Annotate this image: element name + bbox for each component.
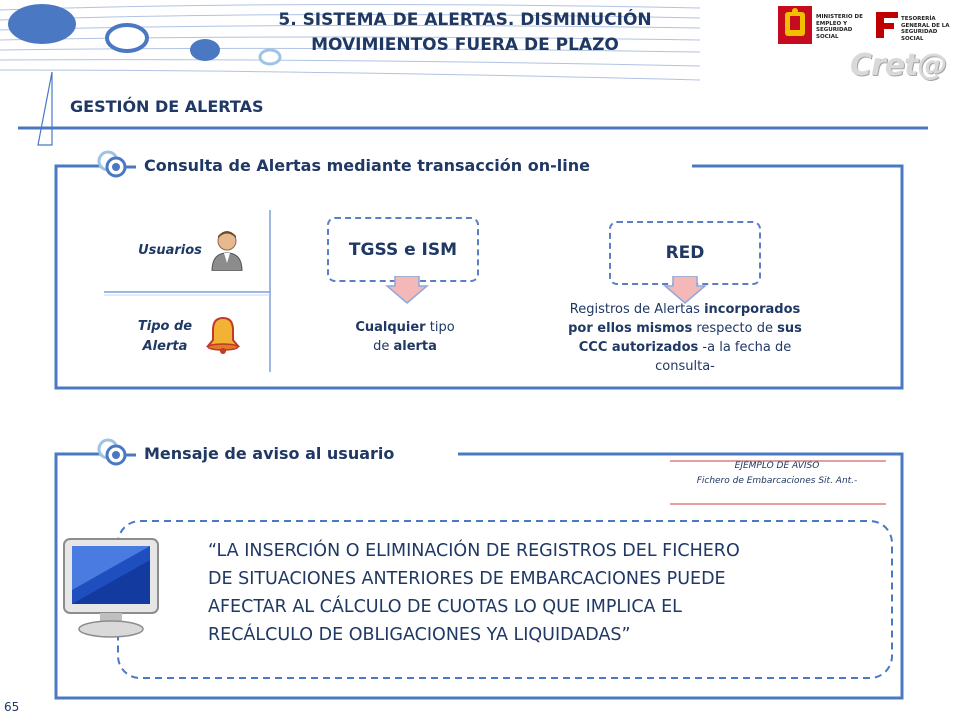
page-number: 65 xyxy=(4,700,20,714)
creta-logo: Cret@ xyxy=(850,48,947,83)
red-description: Registros de Alertas incorporados por ellos mismos respecto de sus CCC autorizados -a la fecha de consulta- xyxy=(568,302,802,374)
user-icon xyxy=(210,229,244,271)
warning-message: “LA INSERCIÓN O ELIMINACIÓN DE REGISTROS DEL FICHERO DE SITUACIONES ANTERIORES DE EMBARCACIONES PUEDE AFECTAR AL CÁLCULO DE CUOTAS LO QUE IMPLICA EL RECÁLCULO DE OBLIGACIONES YA LIQUIDADAS” xyxy=(208,541,740,645)
users-label: Usuarios xyxy=(138,243,202,258)
deco-circle xyxy=(8,4,76,44)
coat-of-arms-icon xyxy=(778,6,812,44)
ministry-logo: MINISTERIO DE EMPLEO Y SEGURIDAD SOCIAL xyxy=(778,6,868,44)
section1-title: Consulta de Alertas mediante transacción on-line xyxy=(140,156,594,175)
down-arrow-icon xyxy=(385,276,429,304)
red-box: RED xyxy=(609,221,761,285)
section2-title: Mensaje de aviso al usuario xyxy=(140,444,398,463)
tgss-ism-box: TGSS e ISM xyxy=(327,217,479,282)
tgss-symbol-icon xyxy=(876,12,898,38)
tgss-ism-description: Cualquier tipo de alerta xyxy=(355,320,455,354)
section-subtitle: GESTIÓN DE ALERTAS xyxy=(70,97,264,116)
tgss-logo: TESORERÍA GENERAL DE LA SEGURIDAD SOCIAL xyxy=(876,6,956,44)
bell-icon xyxy=(205,316,241,354)
monitor-icon xyxy=(60,535,162,639)
slide-title: 5. SISTEMA DE ALERTAS. DISMINUCIÓN MOVIMIENTOS FUERA DE PLAZO xyxy=(278,10,652,55)
alert-type-label: Tipo de Alerta xyxy=(137,319,193,354)
example-caption: EJEMPLO DE AVISO Fichero de Embarcaciones Sit. Ant.- xyxy=(696,461,858,486)
